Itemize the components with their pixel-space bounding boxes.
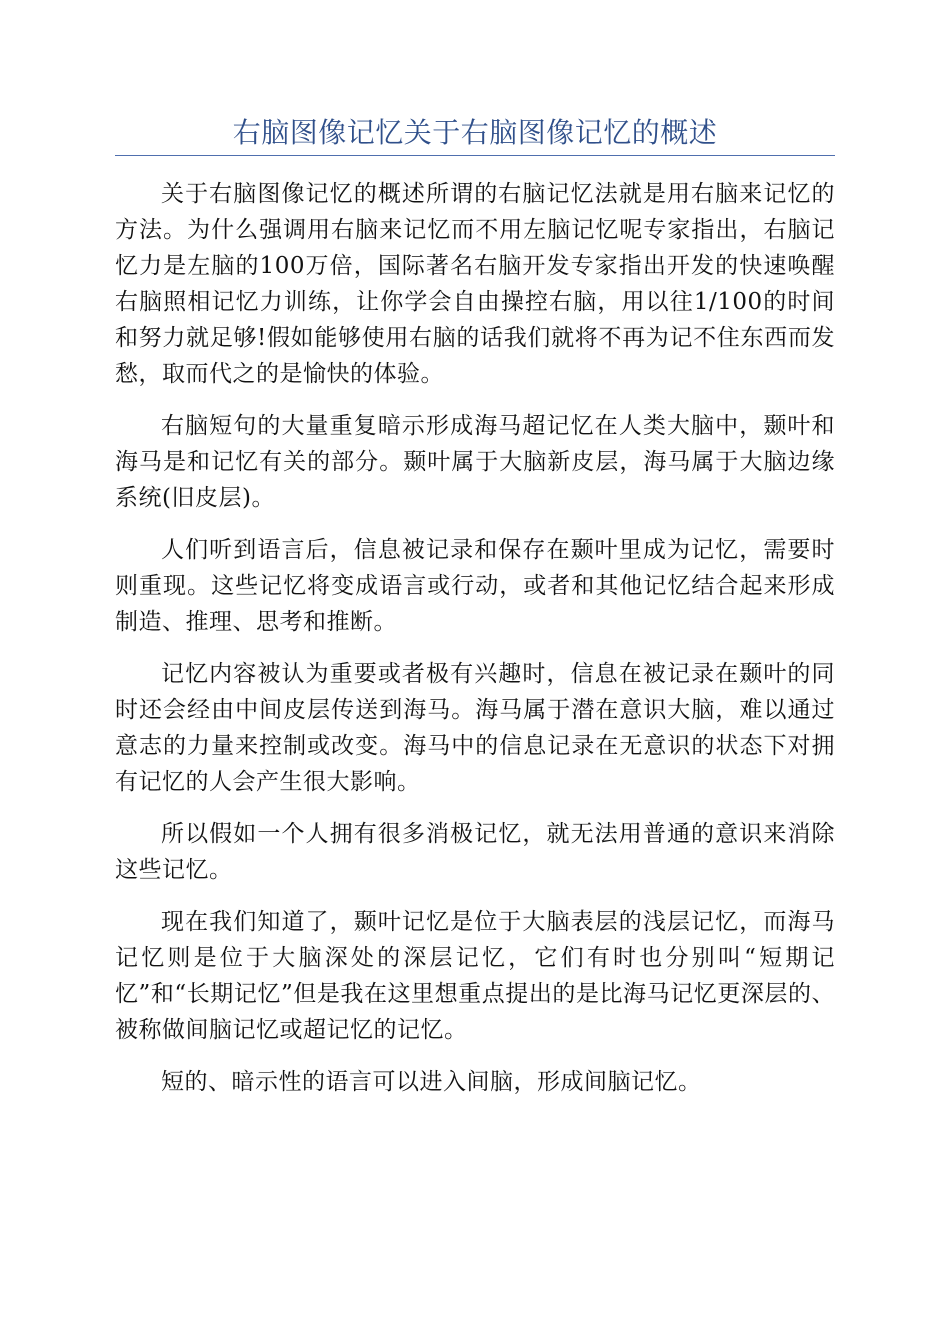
paragraph: 记忆内容被认为重要或者极有兴趣时，信息在被记录在颞叶的同时还会经由中间皮层传送到海马。海马属于潜在意识大脑，难以通过意志的力量来控制或改变。海马中的信息记录在无意识的状态下对拥有记忆的人会产生很大影响。 [115, 661, 835, 795]
paragraph: 右脑短句的大量重复暗示形成海马超记忆在人类大脑中，颞叶和海马是和记忆有关的部分。颞叶属于大脑新皮层，海马属于大脑边缘系统(旧皮层)。 [115, 413, 835, 511]
paragraph: 所以假如一个人拥有很多消极记忆，就无法用普通的意识来消除这些记忆。 [115, 821, 835, 883]
title-underline [115, 155, 835, 156]
paragraph: 短的、暗示性的语言可以进入间脑，形成间脑记忆。 [161, 1069, 702, 1095]
document-body [115, 176, 835, 1116]
paragraph: 关于右脑图像记忆的概述所谓的右脑记忆法就是用右脑来记忆的方法。为什么强调用右脑来记忆而不用左脑记忆呢专家指出，右脑记忆力是左脑的100万倍，国际著名右脑开发专家指出开发的快速唤醒右脑照相记忆力训练，让你学会自由操控右脑，用以往1/100的时间和努力就足够!假如能够使用右脑的话我们就将不再为记不住东西而发愁，取而代之的是愉快的体验。 [115, 181, 835, 387]
paragraph: 人们听到语言后，信息被记录和保存在颞叶里成为记忆，需要时则重现。这些记忆将变成语言或行动，或者和其他记忆结合起来形成制造、推理、思考和推断。 [115, 537, 835, 635]
document-title: 右脑图像记忆关于右脑图像记忆的概述 [232, 116, 718, 149]
paragraph: 现在我们知道了，颞叶记忆是位于大脑表层的浅层记忆，而海马记忆则是位于大脑深处的深层记忆，它们有时也分别叫“短期记忆”和“长期记忆”但是我在这里想重点提出的是比海马记忆更深层的、被称做间脑记忆或超记忆的记忆。 [115, 909, 835, 1043]
